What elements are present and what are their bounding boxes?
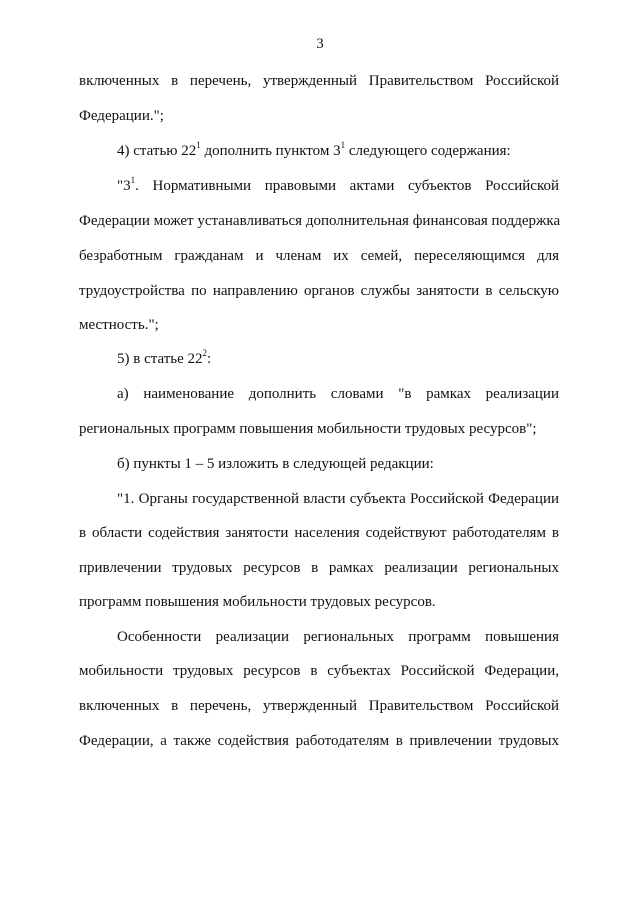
text-line-6: безработным гражданам и членам их семей, переселяющимся для <box>79 248 559 264</box>
point-3-1-text-a: "3 <box>117 178 131 194</box>
text-line-12: б) пункты 1 – 5 изложить в следующей редакции: <box>117 456 434 472</box>
text-line-7: трудоустройства по направлению органов службы занятости в сельскую <box>79 283 559 299</box>
item-5-text-a: 5) в статье 22 <box>117 351 203 367</box>
text-line-5: Федерации может устанавливаться дополнительная финансовая поддержка <box>79 213 561 229</box>
superscript: 2 <box>202 348 208 358</box>
text-line-19: включенных в перечень, утвержденный Правительством Российской <box>79 698 559 714</box>
superscript: 1 <box>196 140 201 150</box>
point-3-1-first-line <box>117 177 559 195</box>
item-4-text-c: следующего содержания: <box>345 143 511 159</box>
point-3-1-text-b: . Нормативными правовыми актами субъектов Российской <box>135 178 559 194</box>
item-4-heading <box>117 142 511 160</box>
item-4-text-b: дополнить пунктом 3 <box>200 143 341 159</box>
item-5-text-b: : <box>207 351 212 367</box>
page-number: 3 <box>316 36 324 52</box>
text-line-14: в области содействия занятости населения содействуют работодателям в <box>79 525 559 541</box>
text-line-2: Федерации."; <box>79 108 164 124</box>
text-line-13: "1. Органы государственной власти субъекта Российской Федерации <box>117 491 559 507</box>
text-line-16: программ повышения мобильности трудовых ресурсов. <box>79 594 436 610</box>
item-5-heading <box>117 350 211 368</box>
text-line-1: включенных в перечень, утвержденный Правительством Российской <box>79 73 559 89</box>
text-line-20: Федерации, а также содействия работодателям в привлечении трудовых <box>79 733 559 749</box>
text-line-18: мобильности трудовых ресурсов в субъектах Российской Федерации, <box>79 663 559 679</box>
text-line-8: местность."; <box>79 317 159 333</box>
item-4-text-a: 4) статью 22 <box>117 143 197 159</box>
text-line-17: Особенности реализации региональных программ повышения <box>117 629 559 645</box>
text-line-11: региональных программ повышения мобильности трудовых ресурсов"; <box>79 421 537 437</box>
superscript: 1 <box>340 140 346 150</box>
text-line-10: а) наименование дополнить словами "в рамках реализации <box>117 386 559 402</box>
superscript: 1 <box>130 175 136 185</box>
text-line-15: привлечении трудовых ресурсов в рамках реализации региональных <box>79 560 559 576</box>
